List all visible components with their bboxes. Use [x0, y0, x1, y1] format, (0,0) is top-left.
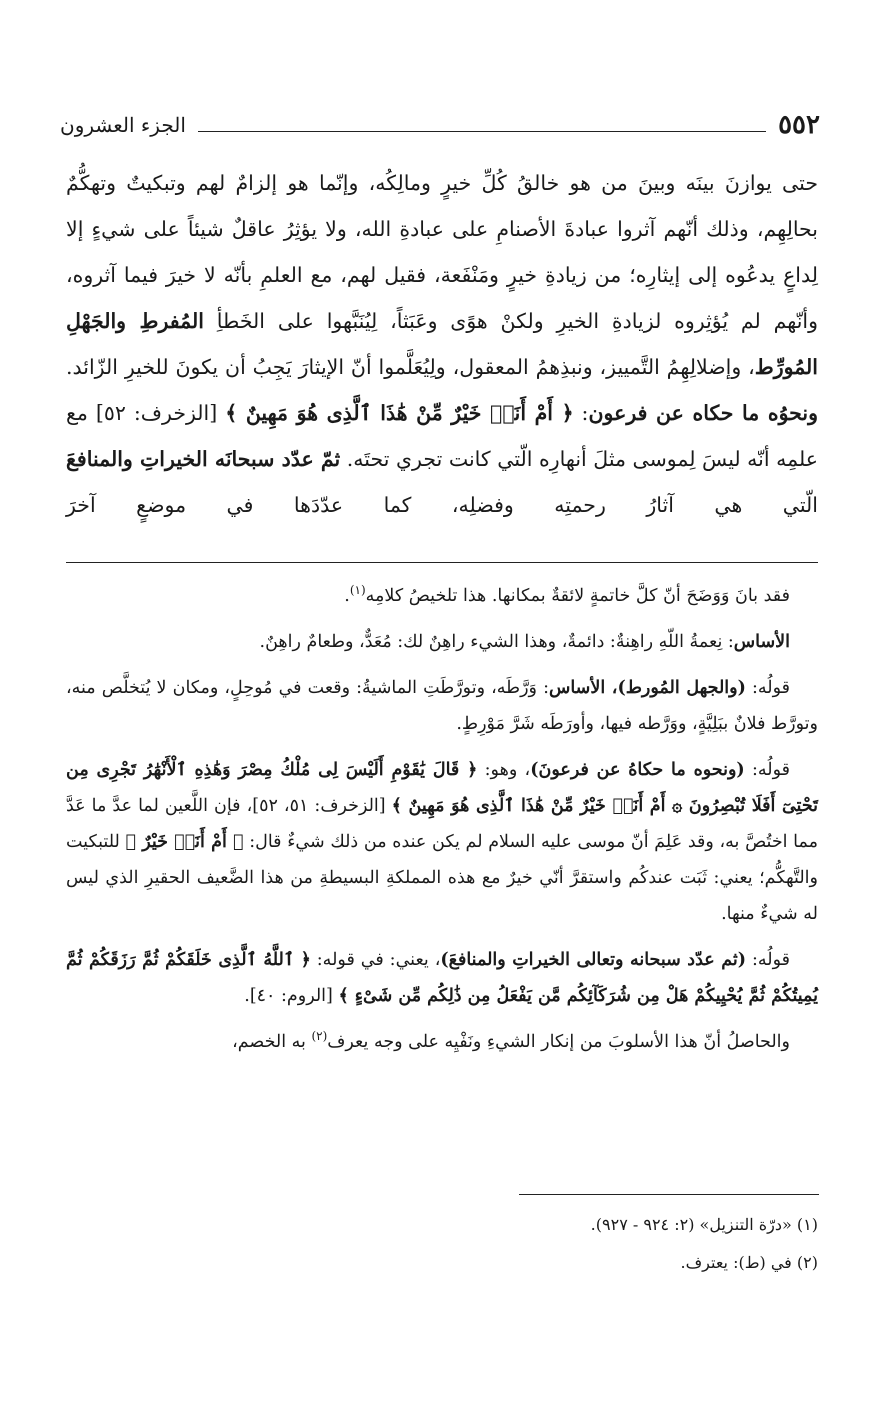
main-text-segment: ، وإضلالِهِمُ التَّمييز، ونبذِهمُ المعقول، ولِيُعَلَّموا أنّ الإيثارَ يَجِبُ أن يكونَ للخيرِ الزّائد. [66, 355, 755, 379]
commentary-paragraph [66, 578, 818, 614]
commentary-text: والحاصلُ أنّ هذا الأسلوبَ من إنكار الشيءِ ونَفْيِه على وجه يعرف [327, 1032, 790, 1052]
commentary-text: قولُه: [744, 760, 790, 780]
quran-verse: ﴿ ٱللَّهُ ٱلَّذِى خَلَقَكُمْ ثُمَّ رَزَقَكُمْ ثُمَّ يُمِيتُكُمْ ثُمَّ يُحْيِيكُمْ هَلْ مِن شُرَكَآئِكُم مَّن يَفْعَلُ مِن ذَٰلِكُم مِّن شَىْءٍ ﴾ [66, 950, 818, 1006]
commentary-paragraph [66, 670, 818, 742]
footnote-divider [519, 1194, 819, 1195]
section-divider [66, 562, 818, 563]
quran-verse: ﴿ أَمْ أَنَا۠ خَيْرٌ مِّنْ هَٰذَا ٱلَّذِى هُوَ مَهِينٌ ﴾ [225, 401, 574, 425]
footnote-2: (٢) في (ط): يعترف. [680, 1253, 818, 1272]
quran-verse: ﴿ أَمْ أَنَا۠ خَيْرٌ ﴾ [125, 832, 244, 852]
commentary-lead: (والجهل المُورط)، الأساس [548, 678, 746, 698]
commentary-text: قولُه: [746, 950, 790, 970]
commentary-text: : وَرَّطَه، وتورَّطَتِ الماشيةُ: وقعت في مُوحِلٍ، ومكان لا يُتخلَّص منه، وتورَّط فلانٌ ببَلِيَّةٍ، ووَرَّطه فيها، وأورَطَه شَرَّ مَوْرِطٍ. [66, 678, 818, 734]
main-text-segment: الّتي هي آثارُ رحمتِه وفضلِه، كما عدّدَها في موضعٍ آخرَ [66, 493, 818, 517]
main-text-segment: [الزخرف: ٥٢] مع علمِه أنّه ليسَ لِموسى مثلَ أنهارِه الّتي كانت تجري تحتَه. [66, 401, 818, 471]
commentary-text: . [344, 586, 350, 606]
main-text-segment: حتى يوازنَ بينَه وبينَ من هو خالقُ كُلِّ خيرٍ ومالِكُه، وإنّما هو إلزامٌ لهم وتبكيتٌ وتهكُّمٌ بحالِهِم، وذلك أنّهم آثروا عبادةَ الأصنامِ على عبادةِ الله، ولا يؤثِرُ عاقلٌ شيئاً على شيءٍ إلا لِداعٍ يدعُوه إلى إيثارِه؛ من زيادةِ خيرٍ ومَنْفَعة، فقيل لهم، مع العلمِ بأنّه لا خيرَ فيما آثروه، وأنّهم لم يُؤثِروه لزيادةِ الخيرِ ولكنْ هوًى وعَبَثاً، لِيُنَبَّهوا على الخَطأِ [66, 171, 819, 333]
commentary-paragraph [66, 752, 818, 932]
footnotes [66, 1206, 818, 1282]
commentary-paragraph [66, 942, 818, 1014]
commentary-lead: (ثم عدّد سبحانه وتعالى الخيراتِ والمنافعَ) [440, 950, 746, 970]
commentary-text: للتبكيت والتَّهكُّم؛ يعني: ثَبَت عندكُم واستقرَّ أنّي خيرٌ مع هذه المملكةِ البسيطةِ من هذا الضَّعيف الحقيرِ الذي ليس له شيءٌ منها. [66, 832, 818, 924]
main-paragraph [66, 160, 818, 528]
commentary-text: به الخصم، [232, 1032, 312, 1052]
commentary-text: : نِعمةُ اللّهِ راهِنةٌ: دائمةٌ، وهذا الشيء راهِنٌ لك: مُعَدٌّ، وطعامٌ راهِنٌ. [259, 632, 734, 652]
commentary [66, 578, 818, 1070]
commentary-text: فقد بانَ وَوَضَحَ أنّ كلَّ خاتمةٍ لائقةٌ بمكانها. هذا تلخيصُ كلامِه [365, 586, 790, 606]
main-bold-segment: المُفرطِ والجَهْلِ المُورِّط [66, 309, 818, 379]
commentary-text: [الزخرف: ٥١، ٥٢]، فإن اللَّعين لما عدَّ ما عَدَّ مما اختُصَّ به، وقد عَلِمَ أنّ موسى عليه السلام لم يكن عنده من ذلك شيءٌ قال: [66, 796, 819, 852]
quran-verse: ﴿ قَالَ يَٰقَوْمِ أَلَيْسَ لِى مُلْكُ مِصْرَ وَهَٰذِهِ ٱلْأَنْهَٰرُ تَجْرِى مِن تَحْتِىٓ أَفَلَا تُبْصِرُونَ ۞ أَمْ أَنَا۠ خَيْرٌ مِّنْ هَٰذَا ٱلَّذِى هُوَ مَهِينٌ ﴾ [66, 760, 818, 816]
commentary-lead: الأساس [733, 632, 790, 652]
main-bold-segment: ونحوُه ما حكاه عن فرعون [588, 401, 819, 425]
running-title: الجزء العشرون [60, 113, 186, 137]
footnote-ref[interactable]: (٢) [311, 1029, 328, 1044]
footnote-1: (١) «درّة التنزيل» (٢: ٩٢٤ - ٩٢٧). [590, 1215, 818, 1234]
main-text [66, 160, 818, 528]
commentary-lead: (ونحوه ما حكاهُ عن فرعونَ) [530, 760, 745, 780]
main-text-segment: : [573, 401, 589, 425]
commentary-text: [الروم: ٤٠]. [244, 986, 339, 1006]
footnote-ref[interactable]: (١) [349, 583, 366, 598]
commentary-text: ، يعني: في قوله: [310, 950, 441, 970]
commentary-paragraph [66, 1024, 818, 1060]
running-header [60, 100, 820, 140]
commentary-paragraph [66, 624, 818, 660]
page-number: ٥٥٢ [778, 110, 820, 140]
commentary-text: ، وهو: [477, 760, 531, 780]
commentary-text: قولُه: [745, 678, 790, 698]
header-rule [198, 131, 766, 132]
main-bold-segment: ثمّ عدّد سبحانَه الخيراتِ والمنافعَ [66, 447, 341, 471]
